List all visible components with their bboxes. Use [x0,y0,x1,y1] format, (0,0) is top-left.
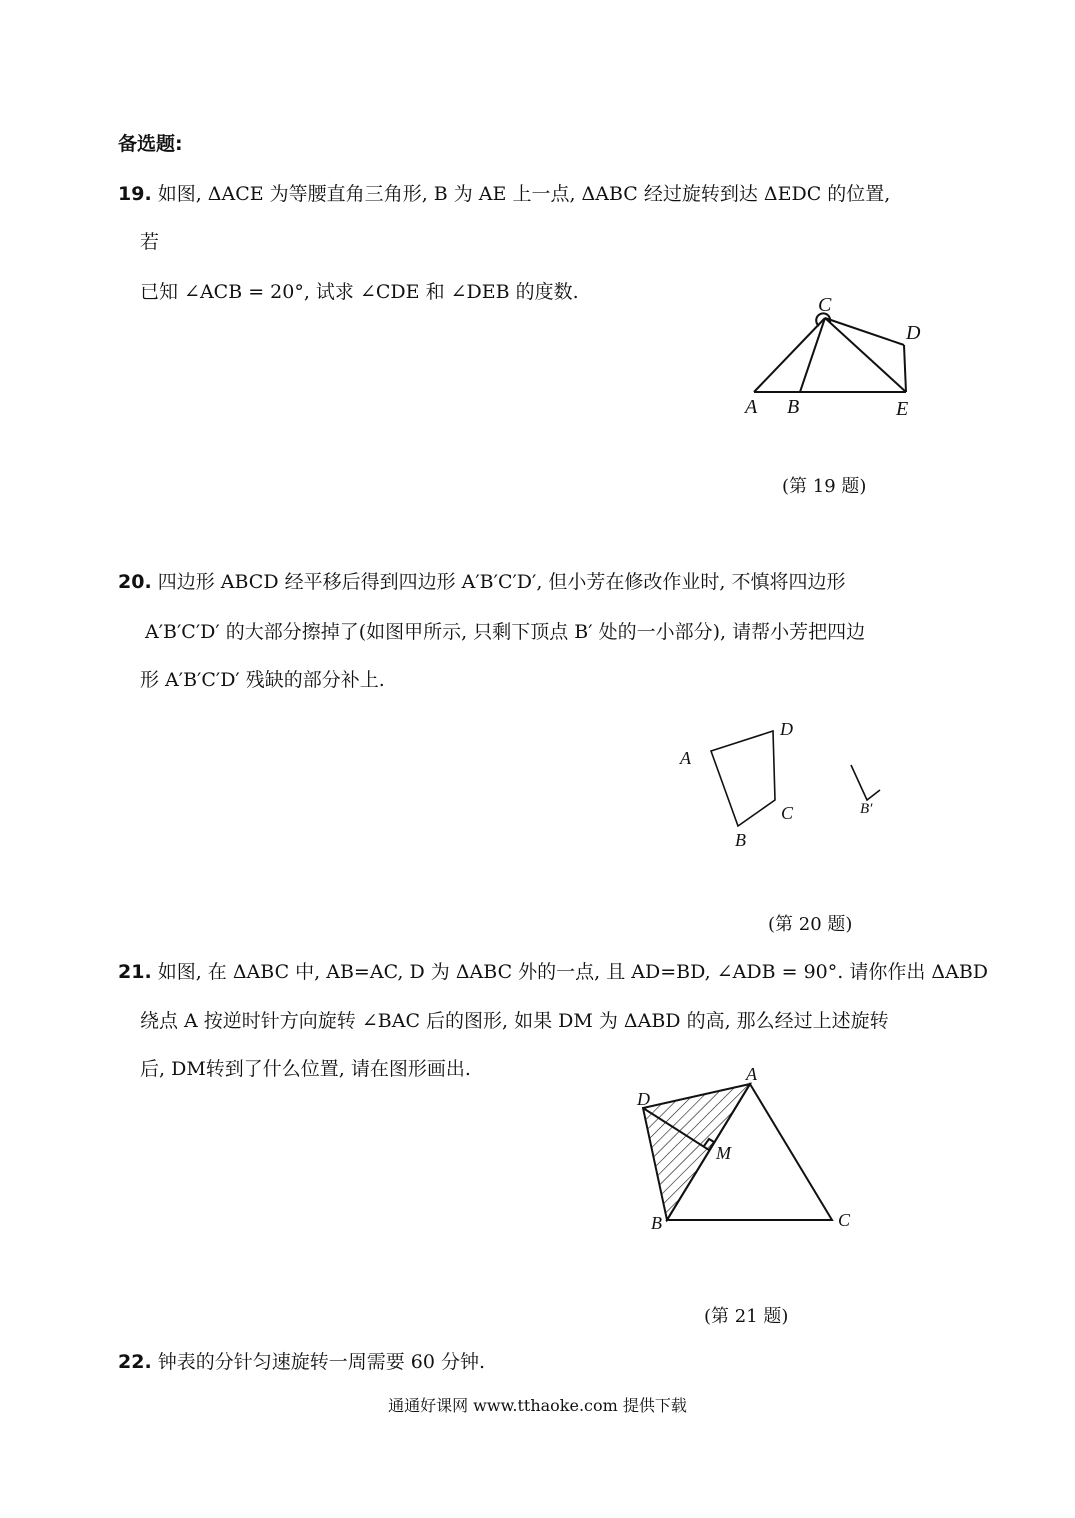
question-20-number: 20. [118,571,152,593]
question-22-text-1: 钟表的分针匀速旋转一周需要 60 分钟. [157,1351,486,1373]
question-22-number: 22. [118,1351,152,1373]
question-20-text-1: 四边形 ABCD 经平移后得到四边形 A′B′C′D′, 但小芳在修改作业时, 不慎将四边形 [157,571,846,593]
question-19-line-2: 若 [140,231,160,253]
question-21-line-3: 后, DM转到了什么位置, 请在图形画出. [140,1058,471,1080]
label-19-e: E [896,398,909,420]
question-19-number: 19. [118,183,152,205]
question-21-number: 21. [118,961,152,983]
question-19-text-1: 如图, ΔACE 为等腰直角三角形, B 为 AE 上一点, ΔABC 经过旋转到达 ΔEDC 的位置, [157,183,891,205]
question-20-line-2: A′B′C′D′ 的大部分擦掉了(如图甲所示, 只剩下顶点 B′ 处的一小部分), 请帮小芳把四边 [145,621,866,643]
label-20-a: A [680,748,691,768]
question-22-line-1 [118,1350,485,1374]
label-21-d: D [637,1089,650,1109]
label-20-b-prime: B′ [860,801,873,817]
label-20-d: D [780,719,793,739]
label-21-a: A [746,1064,757,1084]
question-20-line-3: 形 A′B′C′D′ 残缺的部分补上. [140,669,385,691]
label-21-m: M [716,1143,731,1163]
caption-20: (第 20 题) [768,914,853,935]
label-19-a: A [745,396,758,418]
caption-19: (第 19 题) [782,476,867,497]
question-21-line-2: 绕点 A 按逆时针方向旋转 ∠BAC 后的图形, 如果 DM 为 ΔABD 的高, 那么经过上述旋转 [140,1010,889,1032]
label-19-c: C [818,294,832,316]
label-21-b: B [651,1213,662,1233]
label-20-b: B [735,830,746,850]
question-19-line-3: 已知 ∠ACB = 20°, 试求 ∠CDE 和 ∠DEB 的度数. [140,281,579,303]
label-19-b: B [787,396,800,418]
section-title: 备选题: [118,133,183,155]
question-21-text-1: 如图, 在 ΔABC 中, AB=AC, D 为 ΔABC 外的一点, 且 AD=BD, ∠ADB = 90°. 请你作出 ΔABD [157,961,989,983]
label-20-c: C [781,803,794,823]
page-footer: 通通好课网 www.tthaoke.com 提供下载 [388,1396,687,1415]
caption-21: (第 21 题) [704,1306,789,1327]
label-19-d: D [906,322,921,344]
label-21-c: C [838,1210,851,1230]
